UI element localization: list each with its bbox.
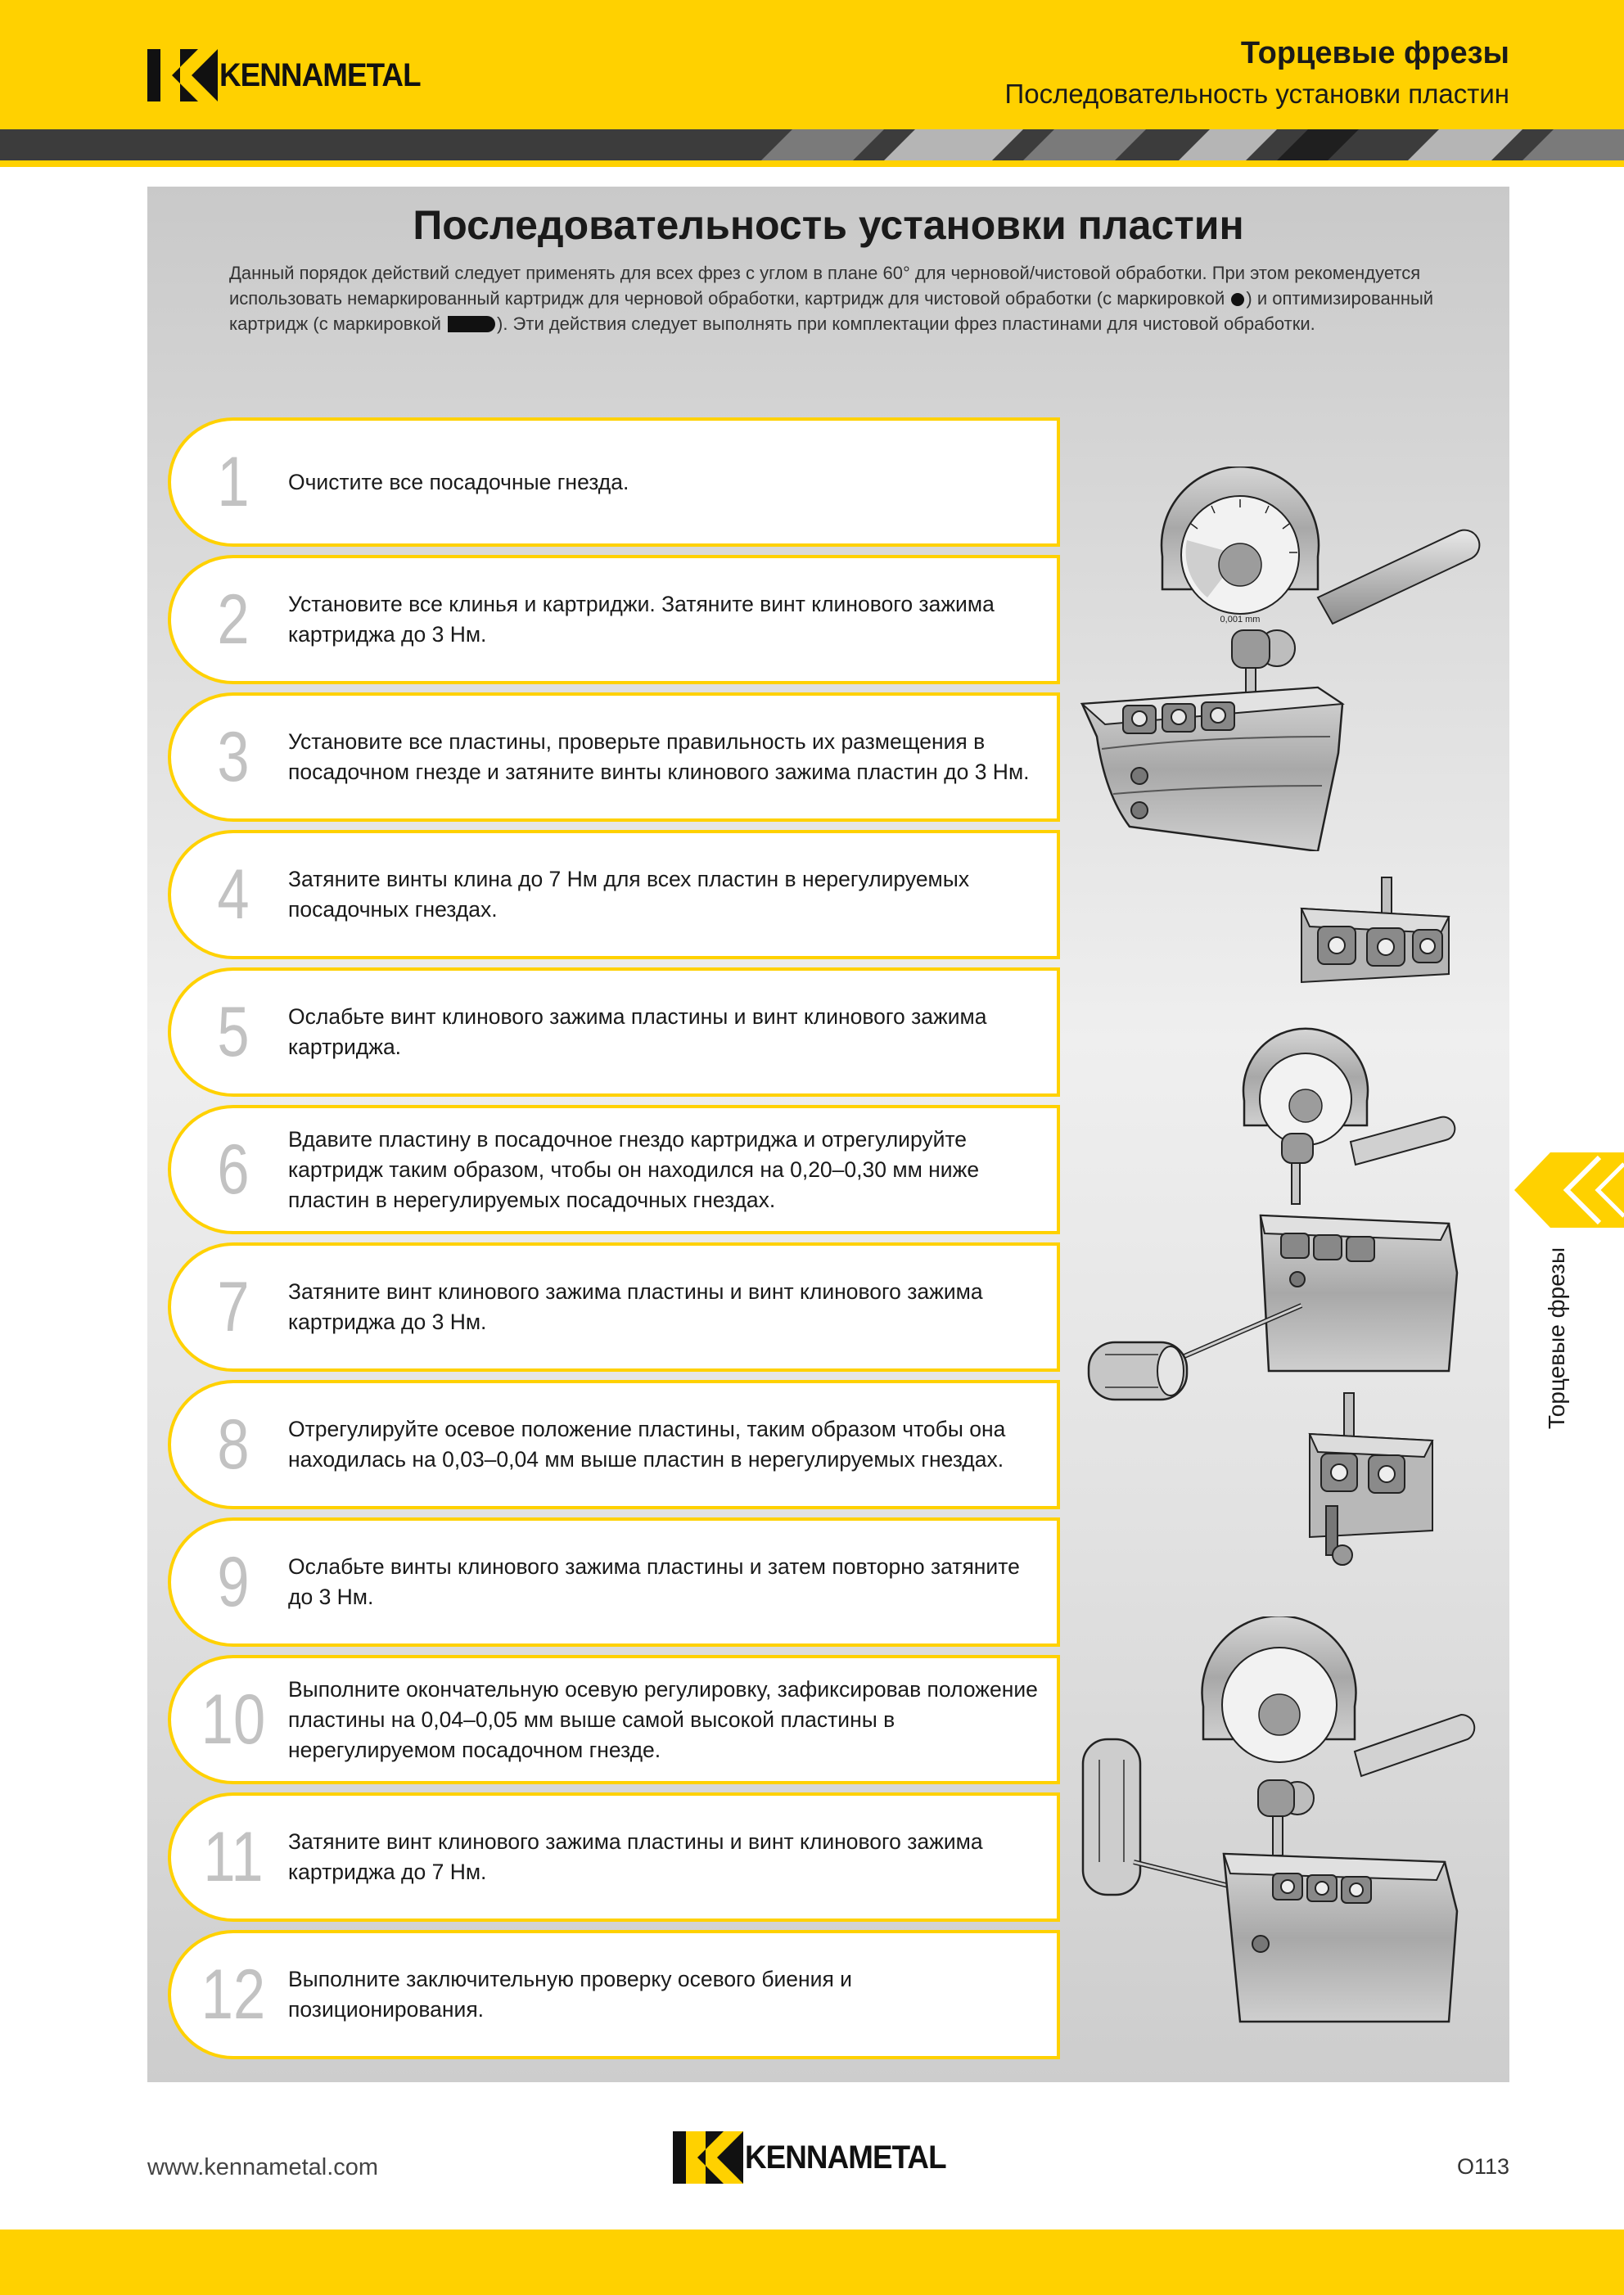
step-item: [168, 967, 1060, 1097]
step-number: 5: [217, 993, 250, 1071]
optimized-marker-bar-icon: [448, 316, 495, 332]
dial-indicator-cutter-illustration: [1072, 467, 1482, 851]
step-number: 8: [217, 1405, 250, 1484]
footer-yellow-bar: [0, 2230, 1624, 2295]
step-text: Затяните винт клинового зажима пластины и винт клинового зажима картриджа до 3 Нм.: [288, 1279, 983, 1334]
page-title: Торцевые фрезы: [1240, 36, 1509, 70]
step-number: 9: [217, 1543, 250, 1621]
step-text: Выполните заключительную проверку осевого биения и позиционирования.: [288, 1967, 852, 2022]
step-number: 10: [201, 1680, 266, 1759]
step-text: Выполните окончательную осевую регулировку, зафиксировав положение пластины на 0,04–0,05 мм выше самой высокой пластины в нерегулируемом посадочном гнезде.: [288, 1676, 1038, 1762]
step-number: 4: [217, 855, 250, 934]
finishing-marker-dot-icon: [1231, 293, 1244, 306]
section-title: Последовательность установки пластин: [413, 202, 1244, 248]
final-check-dial-indicator-illustration: [1076, 1616, 1486, 2026]
step-item: [168, 1242, 1060, 1372]
brand-wordmark: KENNAMETAL: [745, 2139, 946, 2176]
kennametal-logo[interactable]: [147, 49, 438, 101]
step-text: Вдавите пластину в посадочное гнездо картриджа и отрегулируйте картридж таким образом, чтобы он находился на 0,20–0,30 мм ниже пластин в нерегулируемых посадочных гнездах.: [288, 1126, 980, 1212]
step-item: [168, 1930, 1060, 2059]
step-number: 12: [201, 1955, 266, 2034]
step-item: [168, 555, 1060, 684]
step-text: Очистите все посадочные гнезда.: [288, 469, 629, 494]
step-text: Затяните винты клина до 7 Нм для всех пластин в нерегулируемых посадочных гнездах.: [288, 867, 970, 922]
insert-closeup-illustration: [1293, 876, 1457, 990]
page-number: O113: [1456, 2154, 1509, 2179]
step-text: Ослабьте винт клинового зажима пластины и винт клинового зажима картриджа.: [288, 1004, 987, 1059]
step-item: [168, 830, 1060, 959]
svg-text:0,001 mm: 0,001 mm: [1220, 615, 1261, 624]
website-link[interactable]: www.kennametal.com: [147, 2154, 379, 2180]
step-text: Установите все пластины, проверьте правильность их размещения в посадочном гнезде и затяните винты клинового зажима пластин до 3 Нм.: [288, 729, 1030, 784]
section-tab-label[interactable]: [1537, 1244, 1577, 1432]
insert-adjust-closeup-illustration: [1301, 1391, 1441, 1571]
kennametal-k-icon: [147, 49, 218, 101]
dial-indicator-hex-key-illustration: [1080, 1027, 1465, 1420]
step-item: [168, 417, 1060, 547]
step-text: Ослабьте винты клинового зажима пластины и затем повторно затяните до 3 Нм.: [288, 1554, 1020, 1609]
step-item: [168, 1380, 1060, 1509]
step-item: [168, 1517, 1060, 1647]
intro-paragraph: [229, 260, 1457, 336]
step-item: [168, 692, 1060, 822]
step-number: 3: [217, 718, 250, 796]
footer-kennametal-logo[interactable]: [673, 2131, 963, 2184]
intro-text-1: Данный порядок действий следует применять для всех фрез с углом в плане 60° для черновой/чистовой обработки. При этом рекомендуется использовать немаркированный картридж для черновой обработки, картридж для чистовой обработки (с маркировкой: [229, 263, 1421, 309]
step-text: Затяните винт клинового зажима пластины и винт клинового зажима картриджа до 7 Нм.: [288, 1829, 983, 1884]
step-text: Отрегулируйте осевое положение пластины, таким образом чтобы она находилась на 0,03–0,04 мм выше пластин в нерегулируемых гнездах.: [288, 1417, 1006, 1472]
step-number: 6: [217, 1130, 250, 1209]
page-header: [0, 0, 1624, 129]
page-subtitle: Последовательность установки пластин: [1004, 79, 1509, 109]
header-stripe-band: [0, 129, 1624, 160]
step-text: Установите все клинья и картриджи. Затяните винт клинового зажима картриджа до 3 Нм.: [288, 592, 995, 647]
intro-text-3: ). Эти действия следует выполнять при комплектации фрез пластинами для чистовой обработки.: [497, 313, 1315, 334]
step-item: [168, 1105, 1060, 1234]
step-number: 11: [203, 1818, 264, 1896]
intro-text-2: ) и оптимизированный картридж (с маркировкой: [229, 288, 1434, 334]
section-tab-chevron-icon[interactable]: [1514, 1152, 1624, 1228]
step-number: 2: [217, 580, 250, 659]
kennametal-k-icon: [673, 2131, 743, 2184]
step-item: [168, 1655, 1060, 1784]
step-item: [168, 1792, 1060, 1922]
brand-wordmark: KENNAMETAL: [219, 56, 421, 93]
section-tab-text: Торцевые фрезы: [1544, 1247, 1569, 1430]
header-yellow-line: [0, 160, 1624, 167]
step-number: 7: [217, 1268, 250, 1346]
step-number: 1: [217, 443, 250, 521]
